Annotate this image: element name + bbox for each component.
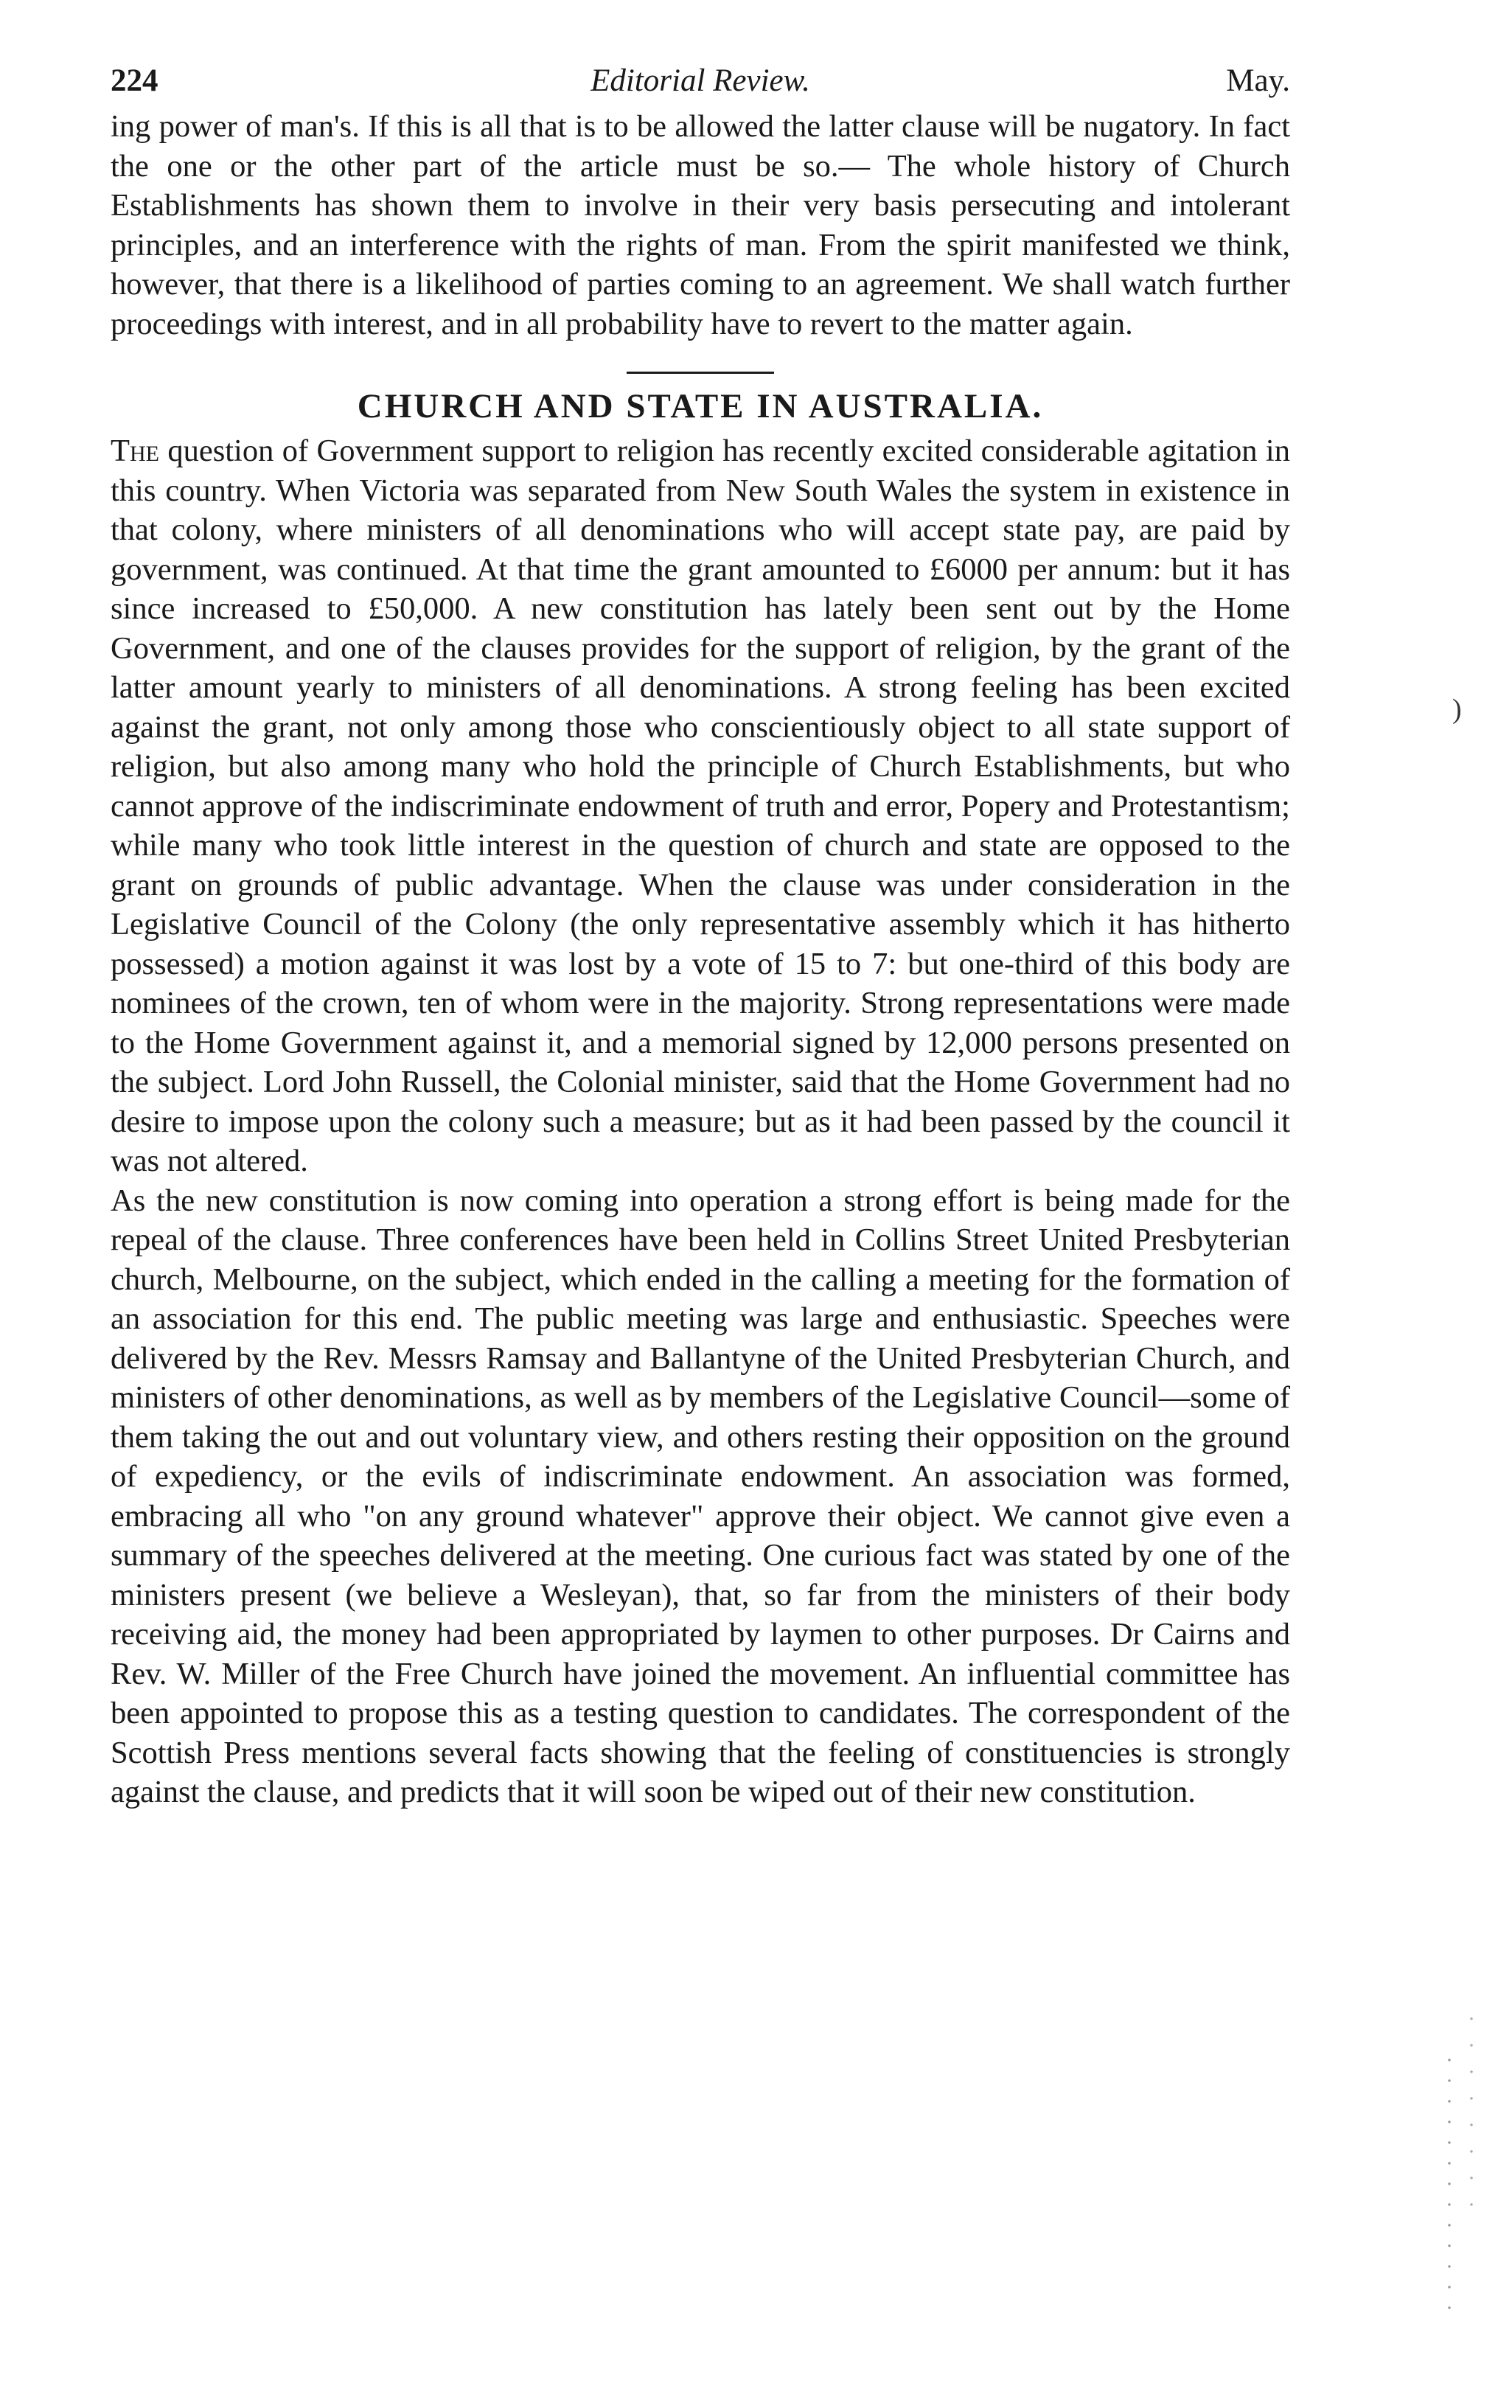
section-divider <box>627 372 774 374</box>
margin-speckle <box>1445 2050 1454 2315</box>
section-heading: CHURCH AND STATE IN AUSTRALIA. <box>357 387 1044 425</box>
page-number: 224 <box>111 63 158 98</box>
margin-mark: ) <box>1452 694 1462 725</box>
opening-paragraph: ing power of man's. If this is all that is to be allowed the latter clause will be nugatory. In fact the one or the other part of the article must be so.— The whole history of Church Establishments has shown them to involve in their very basis persecuting and intolerant principles, and an interference with the rights of man. From the spirit manifested we think, however, that there is a likelihood of parties coming to an agreement. We shall watch further proceedings with interest, and in all probability have to revert to the matter again. <box>111 109 1290 341</box>
section-paragraph-1 <box>111 431 1290 1181</box>
running-head-month: May. <box>1226 63 1290 98</box>
page <box>111 55 1290 1812</box>
section-paragraph-1-text: question of Government support to religion has recently excited considerable agitation in this country. When Victoria was separated from New South Wales the system in existence in that colony, where ministers of all denominations who will accept state pay, are paid by government, was continued. At that time the grant amounted to £6000 per annum: but it has since increased to £50,000. A new constitution has lately been sent out by the Home Government, and one of the clauses provides for the support of religion, by the grant of the latter amount yearly to ministers of all denominations. A strong feeling has been excited against the grant, not only among those who conscientiously object to all state support of religion, but also among many who hold the principle of Church Establishments, but who cannot approve of the indiscriminate endowment of truth and error, Popery and Protestantism; while many who took little interest in the question of church and state are opposed to the grant on grounds of public advantage. When the clause was under consideration in the Legislative Council of the Colony (the only representative assembly which it has hitherto possessed) a motion against it was lost by a vote of 15 to 7: but one-third of this body are nominees of the crown, ten of whom were in the majority. Strong representations were made to the Home Government against it, and a memorial signed by 12,000 persons presented on the subject. Lord John Russell, the Colonial minister, said that the Home Government had no desire to impose upon the colony such a measure; but as it had been passed by the council it was not altered. <box>111 434 1290 1178</box>
margin-speckle-secondary <box>1467 2005 1476 2227</box>
running-head <box>111 55 1290 107</box>
section-paragraph-2: As the new constitution is now coming into operation a strong effort is being made for the repeal of the clause. Three conferences have been held in Collins Street United Presbyterian church, Melbourne, on the subject, which ended in the calling a meeting for the formation of an association for this end. The public meeting was large and enthusiastic. Speeches were delivered by the Rev. Messrs Ramsay and Ballantyne of the United Presbyterian Church, and ministers of other denominations, as well as by members of the Legislative Council—some of them taking the out and out voluntary view, and others resting their opposition on the ground of expediency, or the evils of indiscriminate endowment. An association was formed, embracing all who "on any ground whatever" approve their object. We cannot give even a summary of the speeches delivered at the meeting. One curious fact was stated by one of the ministers present (we believe a Wesleyan), that, so far from the ministers of their body receiving aid, the money had been appropriated by laymen to other purposes. Dr Cairns and Rev. W. Miller of the Free Church have joined the movement. An influential committee has been appointed to propose this as a testing question to candidates. The correspondent of the Scottish Press mentions several facts showing that the feeling of constituencies is strongly against the clause, and predicts that it will soon be wiped out of their new constitution. <box>111 1183 1290 1809</box>
running-head-title: Editorial Review. <box>590 63 810 98</box>
drop-word: The <box>111 434 159 468</box>
